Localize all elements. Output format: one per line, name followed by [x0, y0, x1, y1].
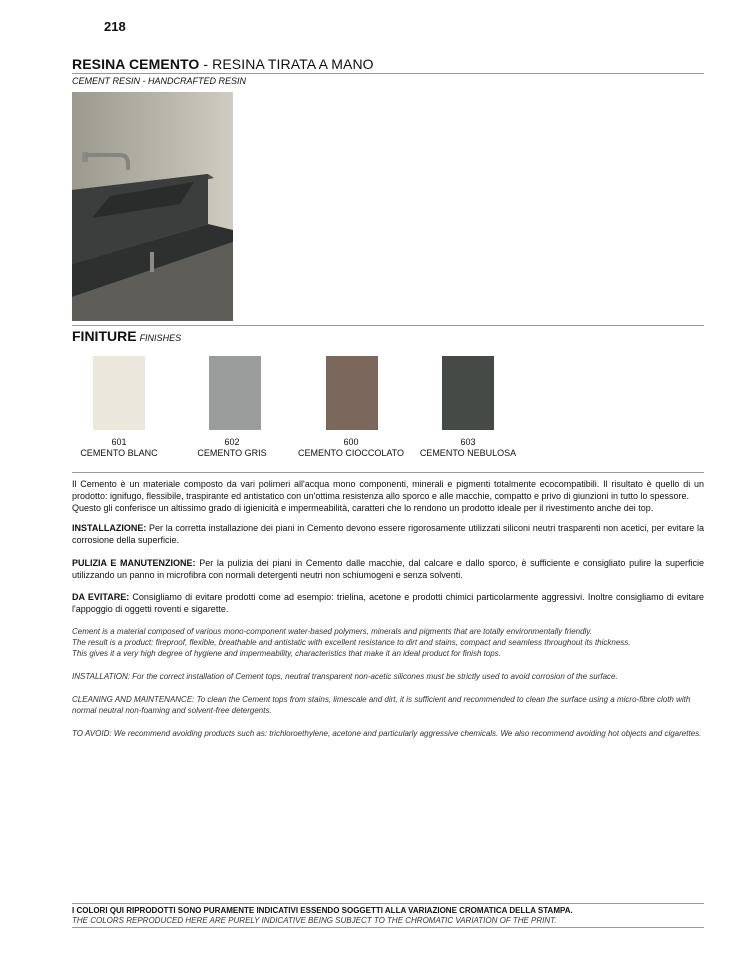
- installazione-label: INSTALLAZIONE:: [72, 523, 147, 533]
- page-number: 218: [104, 19, 126, 34]
- finishes-divider: [72, 325, 704, 326]
- swatch-label: [291, 437, 411, 459]
- footer-divider-bottom: [72, 927, 704, 928]
- avoid-paragraph-en: TO AVOID: We recommend avoiding products such as: trichloroethylene, acetone and particularly aggressive chemicals. We also recommend avoiding hot objects and cigarettes.: [72, 729, 702, 738]
- swatch-name: CEMENTO NEBULOSA: [419, 448, 517, 458]
- footer-note-en: THE COLORS REPRODUCED HERE ARE PURELY INDICATIVE BEING SUBJECT TO THE CHROMATIC VARIATION OF THE PRINT.: [72, 916, 557, 925]
- cleaning-paragraph-en: CLEANING AND MAINTENANCE: To clean the Cement tops from stains, limescale and dirt, it is sufficient and recommended to clean the surface using a micro-fibre cloth with normal neutral non-foaming and solvent-free detergents.: [72, 695, 691, 715]
- intro-en-line3: This gives it a very high degree of hygiene and impermeability, characteristics that make it an ideal product for finish tops.: [72, 649, 501, 658]
- installation-paragraph-en: INSTALLATION: For the correct installation of Cement tops, neutral transparent non-acetic silicones must be strictly used to avoid corrosion of the surface.: [72, 672, 618, 681]
- swatch-cemento-blanc: [93, 356, 145, 430]
- title-bold: RESINA CEMENTO: [72, 56, 200, 72]
- swatch-name: CEMENTO GRIS: [197, 448, 267, 458]
- product-photo: [72, 92, 233, 321]
- intro-it-line1: Il Cemento è un materiale composto da vari polimeri all'acqua mono componenti, minerali e pigmenti totalmente ecocompatibili. Il risultato è quello di un prodotto: ignifugo, flessibile, traspirante ed antistatico con un'ottima resistenza allo sporco e alle macchie, compatto e privo di giunzioni in tutto lo spessore.: [72, 479, 704, 501]
- installazione-paragraph: [72, 522, 704, 546]
- finishes-heading-en: FINISHES: [139, 333, 182, 343]
- intro-en-line1: Cement is a material composed of various mono-component water-based polymers, minerals and pigments that are totally environmentally friendly.: [72, 627, 592, 636]
- installazione-text: Per la corretta installazione dei piani in Cemento devono essere rigorosamente utilizzati siliconi neutri trasparenti non acetici, per evitare la corrosione della superficie.: [72, 523, 704, 545]
- title-divider: [72, 73, 704, 74]
- evitare-text: Consigliamo di evitare prodotti come ad esempio: trielina, acetone e prodotti chimici particolarmente aggressivi. Inoltre consigliamo di evitare l'appoggio di oggetti roventi e sigarette.: [72, 592, 704, 614]
- swatch-code: 602: [224, 437, 240, 447]
- pulizia-label: PULIZIA E MANUTENZIONE:: [72, 558, 196, 568]
- pulizia-text: Per la pulizia dei piani in Cemento dalle macchie, dal calcare e dallo sporco, è sufficiente e consigliato pulire la superficie utilizzando un panno in microfibra con normali detergenti neutri non schiumogeni e senza solventi.: [72, 558, 704, 580]
- intro-it-line2: Questo gli conferisce un altissimo grado di igienicità e impermeabilità, caratteri che lo rendono un prodotto ideale per il rivestimento anche dei top.: [72, 503, 654, 513]
- swatch-cemento-nebulosa: [442, 356, 494, 430]
- swatch-name: CEMENTO CIOCCOLATO: [297, 448, 404, 458]
- page-subtitle: CEMENT RESIN - HANDCRAFTED RESIN: [72, 76, 247, 86]
- swatch-name: CEMENTO BLANC: [80, 448, 158, 458]
- evitare-label: DA EVITARE:: [72, 592, 130, 602]
- swatch-label: [172, 437, 292, 459]
- swatch-label: [408, 437, 528, 459]
- title-rest: - RESINA TIRATA A MANO: [199, 56, 374, 72]
- footer-divider-top: [72, 903, 704, 904]
- swatch-label: [59, 437, 179, 459]
- intro-en-line2: The result is a product: fireproof, flexible, breathable and antistatic with excellent resistance to dirt and stains, compact and seamless throughout its thickness.: [72, 638, 631, 647]
- text-divider: [72, 472, 704, 473]
- swatch-cemento-gris: [209, 356, 261, 430]
- footer-note-it: I COLORI QUI RIPRODOTTI SONO PURAMENTE INDICATIVI ESSENDO SOGGETTI ALLA VARIAZIONE CROMATICA DELLA STAMPA.: [72, 906, 573, 915]
- swatch-code: 600: [343, 437, 359, 447]
- evitare-paragraph: [72, 591, 704, 615]
- swatch-code: 601: [111, 437, 127, 447]
- swatch-code: 603: [460, 437, 476, 447]
- swatch-cemento-cioccolato: [326, 356, 378, 430]
- intro-paragraph-en: [72, 626, 704, 659]
- intro-paragraph-it: [72, 478, 704, 514]
- finishes-heading-it: FINITURE: [72, 328, 137, 344]
- page-title: [72, 56, 374, 72]
- pulizia-paragraph: [72, 557, 704, 581]
- finishes-heading: [72, 328, 181, 344]
